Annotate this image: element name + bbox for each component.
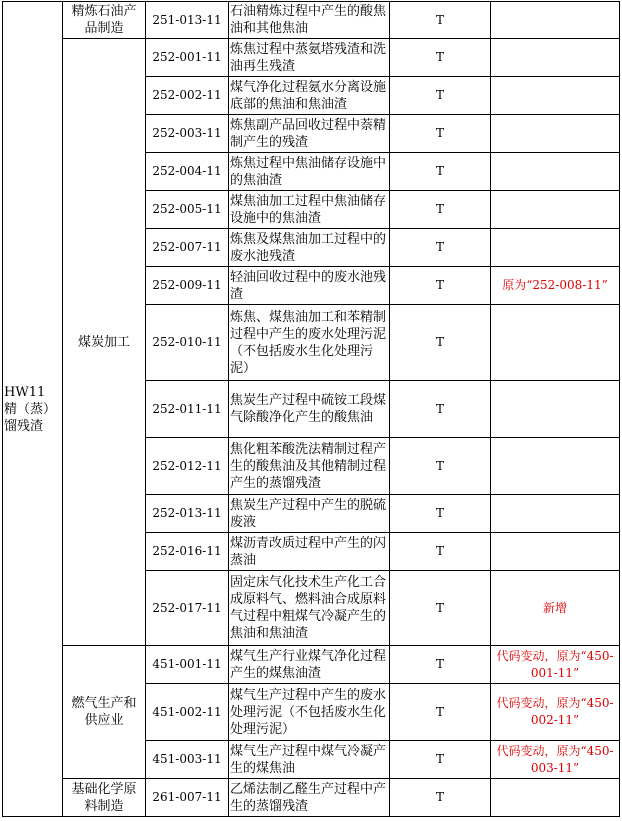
waste-description: 炼焦过程中焦油储存设施中的焦油渣 bbox=[229, 153, 390, 191]
waste-code: 252-001-11 bbox=[146, 39, 229, 77]
table-row bbox=[3, 779, 620, 817]
remark bbox=[491, 39, 620, 77]
waste-code: 252-010-11 bbox=[146, 305, 229, 381]
hazard-characteristic: T bbox=[390, 2, 491, 39]
waste-description: 煤气生产过程中煤气冷凝产生的煤焦油 bbox=[229, 741, 390, 779]
remark: 原为“252-008-11” bbox=[491, 267, 620, 305]
hazard-characteristic: T bbox=[390, 646, 491, 684]
waste-code: 251-013-11 bbox=[146, 2, 229, 39]
waste-code: 451-001-11 bbox=[146, 646, 229, 684]
waste-code: 252-003-11 bbox=[146, 115, 229, 153]
industry-label: 料制造 bbox=[84, 798, 124, 814]
table-row bbox=[3, 646, 620, 684]
waste-description: 焦炭生产过程中硫铵工段煤气除酸净化产生的酸焦油 bbox=[229, 381, 390, 438]
remark bbox=[491, 533, 620, 571]
hazard-characteristic: T bbox=[390, 381, 491, 438]
waste-code: 252-016-11 bbox=[146, 533, 229, 571]
waste-description: 煤气生产行业煤气净化过程产生的煤焦油渣 bbox=[229, 646, 390, 684]
industry-label: 品制造 bbox=[84, 21, 124, 36]
waste-description: 炼焦及煤焦油加工过程中的废水池残渣 bbox=[229, 229, 390, 267]
table-row bbox=[3, 2, 620, 39]
industry-cell bbox=[63, 39, 146, 646]
remark bbox=[491, 495, 620, 533]
waste-description: 固定床气化技术生产化工合成原料气、燃料油合成原料气过程中粗煤气冷凝产生的焦油和焦油渣 bbox=[229, 571, 390, 646]
category-cell bbox=[3, 2, 63, 817]
waste-description: 煤焦油加工过程中焦油储存设施中的焦油渣 bbox=[229, 191, 390, 229]
waste-code: 252-002-11 bbox=[146, 77, 229, 115]
waste-description: 煤气净化过程氨水分离设施底部的焦油和焦油渣 bbox=[229, 77, 390, 115]
remark bbox=[491, 305, 620, 381]
hazard-characteristic: T bbox=[390, 305, 491, 381]
waste-table bbox=[2, 1, 620, 817]
remark bbox=[491, 381, 620, 438]
waste-code: 252-017-11 bbox=[146, 571, 229, 646]
industry-label: 供应业 bbox=[84, 713, 124, 728]
hazard-characteristic: T bbox=[390, 115, 491, 153]
waste-code: 252-013-11 bbox=[146, 495, 229, 533]
waste-code: 261-007-11 bbox=[146, 779, 229, 817]
industry-label: 燃气生产和 bbox=[71, 696, 137, 711]
remark bbox=[491, 229, 620, 267]
remark bbox=[491, 779, 620, 817]
hazard-characteristic: T bbox=[390, 77, 491, 115]
waste-code: 252-011-11 bbox=[146, 381, 229, 438]
waste-description: 炼焦、煤焦油加工和苯精制过程中产生的废水处理污泥（不包括废水生化处理污泥） bbox=[229, 305, 390, 381]
remark bbox=[491, 153, 620, 191]
waste-description: 煤沥青改质过程中产生的闪蒸油 bbox=[229, 533, 390, 571]
industry-cell bbox=[63, 779, 146, 817]
industry-label: 精炼石油产 bbox=[71, 4, 137, 19]
waste-code: 252-007-11 bbox=[146, 229, 229, 267]
hazard-characteristic: T bbox=[390, 229, 491, 267]
category-code: HW11 bbox=[4, 384, 46, 400]
waste-code: 451-002-11 bbox=[146, 684, 229, 741]
waste-description: 炼焦过程中蒸氨塔残渣和洗油再生残渣 bbox=[229, 39, 390, 77]
hazard-characteristic: T bbox=[390, 39, 491, 77]
remark: 代码变动，原为“450-003-11” bbox=[491, 741, 620, 779]
hazard-characteristic: T bbox=[390, 779, 491, 817]
waste-code: 252-005-11 bbox=[146, 191, 229, 229]
hazard-characteristic: T bbox=[390, 438, 491, 495]
remark bbox=[491, 438, 620, 495]
remark bbox=[491, 191, 620, 229]
industry-label: 煤炭加工 bbox=[77, 334, 130, 350]
hazard-characteristic: T bbox=[390, 267, 491, 305]
hazard-characteristic: T bbox=[390, 533, 491, 571]
waste-description: 焦化粗苯酸洗法精制过程产生的酸焦油及其他精制过程产生的蒸馏残渣 bbox=[229, 438, 390, 495]
waste-description: 石油精炼过程中产生的酸焦油和其他焦油 bbox=[229, 2, 390, 39]
waste-code: 252-004-11 bbox=[146, 153, 229, 191]
waste-code: 252-012-11 bbox=[146, 438, 229, 495]
industry-cell bbox=[63, 2, 146, 39]
waste-description: 煤气生产过程中产生的废水处理污泥（不包括废水生化处理污泥） bbox=[229, 684, 390, 741]
hazard-characteristic: T bbox=[390, 495, 491, 533]
remark: 代码变动，原为“450-002-11” bbox=[491, 684, 620, 741]
remark bbox=[491, 2, 620, 39]
hazard-characteristic: T bbox=[390, 741, 491, 779]
hazard-characteristic: T bbox=[390, 191, 491, 229]
waste-description: 炼焦副产品回收过程中萘精制产生的残渣 bbox=[229, 115, 390, 153]
remark bbox=[491, 77, 620, 115]
category-name: 精（蒸） bbox=[4, 401, 57, 417]
category-name: 馏残渣 bbox=[4, 418, 44, 434]
hazard-characteristic: T bbox=[390, 153, 491, 191]
industry-label: 基础化学原 bbox=[71, 781, 137, 797]
remark: 代码变动，原为“450-001-11” bbox=[491, 646, 620, 684]
remark: 新增 bbox=[491, 571, 620, 646]
industry-cell bbox=[63, 646, 146, 779]
waste-description: 焦炭生产过程中产生的脱硫废液 bbox=[229, 495, 390, 533]
waste-description: 乙烯法制乙醛生产过程中产生的蒸馏残渣 bbox=[229, 779, 390, 817]
waste-code: 252-009-11 bbox=[146, 267, 229, 305]
remark bbox=[491, 115, 620, 153]
hazard-characteristic: T bbox=[390, 571, 491, 646]
waste-description: 轻油回收过程中的废水池残渣 bbox=[229, 267, 390, 305]
hazard-characteristic: T bbox=[390, 684, 491, 741]
table-row bbox=[3, 39, 620, 77]
waste-code: 451-003-11 bbox=[146, 741, 229, 779]
